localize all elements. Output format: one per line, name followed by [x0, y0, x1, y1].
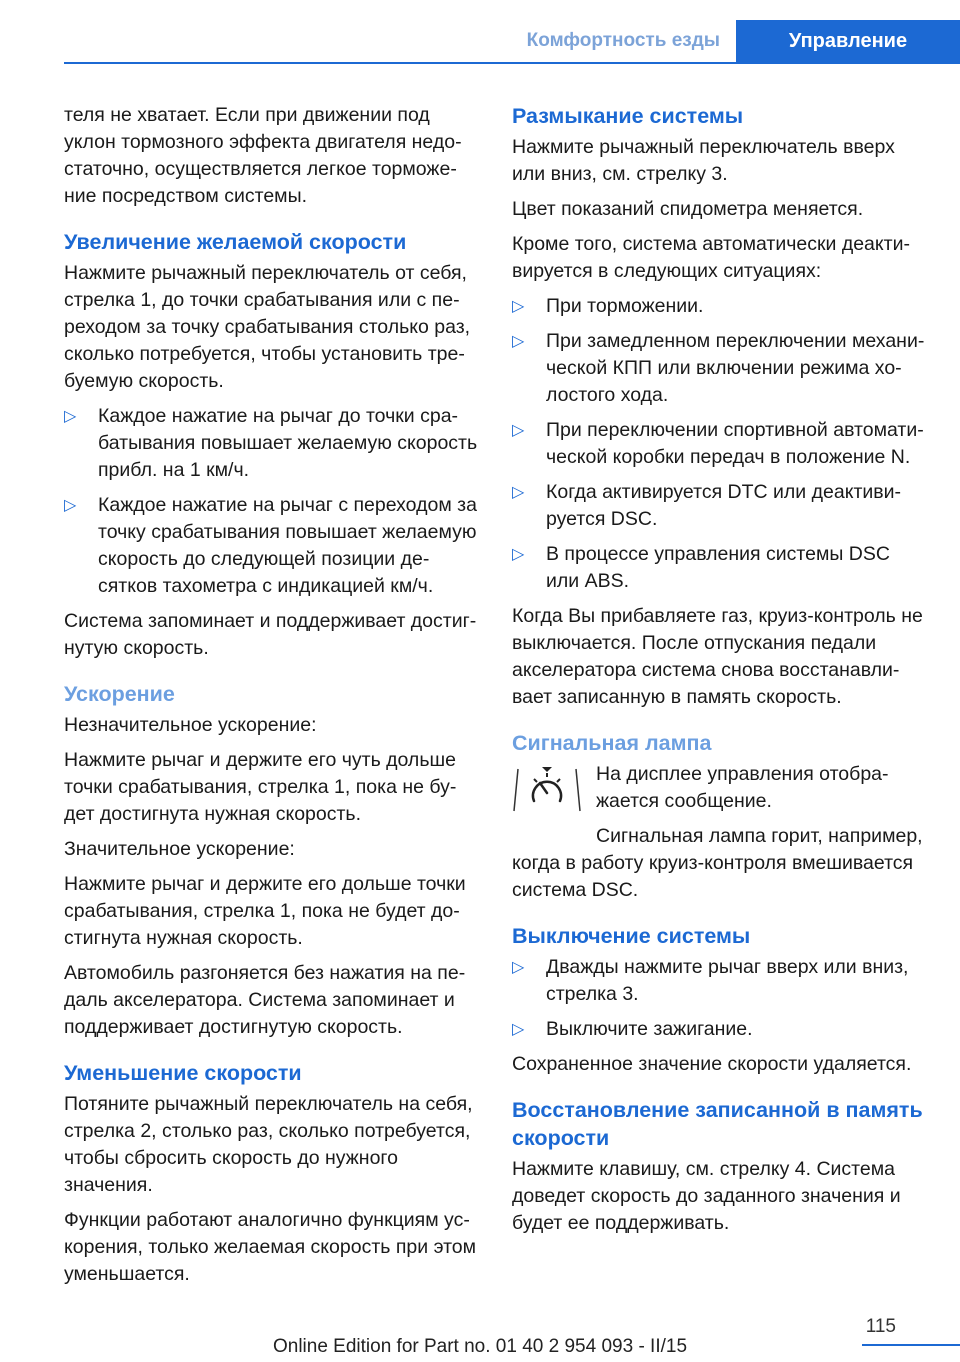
paragraph-interrupt-2: Цвет показаний спидометра меняется.: [512, 198, 864, 220]
list-item: [512, 479, 926, 533]
list-increase: [64, 403, 478, 600]
header-section-title: Комфортность езды: [526, 30, 720, 51]
heading-increase-speed: Увеличение желаемой скорости: [64, 230, 407, 254]
list-switch-off: [512, 954, 926, 1043]
bullet-triangle-icon: ▷: [512, 546, 525, 563]
list-item-text: При замедленном переключении механической КПП или включении режима холостого хода.: [546, 330, 925, 406]
list-item-text: В процессе управления системы DSC или ABS.: [546, 543, 890, 592]
list-item: [64, 403, 478, 484]
list-item-text: При торможении.: [546, 295, 704, 317]
paragraph-interrupt-4: Когда Вы прибавляете газ, круиз-контроль не выключается. После отпускания педали акселератора система снова восстанавливает записанную в память скорость.: [512, 605, 923, 708]
warning-lamp-block: [512, 761, 926, 904]
list-item-text: Каждое нажатие на рычаг с переходом за точку срабатывания повышает желаемую скорость до следующей позиции десятков тахометра с индикацией км/ч.: [98, 494, 477, 597]
heading-interrupt-system: Размыкание системы: [512, 104, 744, 128]
paragraph-lamp-2-text: Сигнальная лампа горит, например, когда в работу круиз-контроля вмешивается система DSC.: [512, 825, 923, 901]
header-chapter-tab: Управление: [736, 20, 960, 62]
heading-switch-off: Выключение системы: [512, 924, 751, 948]
paragraph-memory: Система запоминает и поддерживает достигнутую скорость.: [64, 610, 477, 659]
paragraph-accel-5: Автомобиль разгоняется без нажатия на педаль акселератора. Система запоминает и поддерживает достигнутую скорость.: [64, 962, 466, 1038]
list-item: [512, 417, 926, 471]
paragraph-continued: теля не хватает. Если при движении под уклон тормозного эффекта двигателя недостаточно, осуществляется легкое торможение посредством системы.: [64, 104, 462, 207]
bullet-triangle-icon: ▷: [64, 408, 77, 425]
paragraph-accel-4: Нажмите рычаг и держите его дольше точки срабатывания, стрелка 1, пока не будет достигнута нужная скорость.: [64, 873, 466, 949]
heading-acceleration: Ускорение: [64, 682, 175, 706]
paragraph-switch-off: Сохраненное значение скорости удаляется.: [512, 1053, 912, 1075]
list-item-text: Каждое нажатие на рычаг до точки срабатывания повышает желаемую скорость прибл. на 1 км/ч.: [98, 405, 478, 481]
edition-footer: Online Edition for Part no. 01 40 2 954 093 - II/15: [272, 1336, 688, 1357]
paragraph-resume: Нажмите клавишу, см. стрелку 4. Система доведет скорость до заданного значения и будет ее поддерживать.: [512, 1158, 901, 1234]
list-item-text: Выключите зажигание.: [546, 1018, 753, 1040]
bullet-triangle-icon: ▷: [512, 1021, 525, 1038]
left-column: [64, 102, 478, 1296]
list-item: [64, 492, 478, 600]
cruise-control-warning-icon: [512, 761, 582, 817]
heading-warning-lamp: Сигнальная лампа: [512, 731, 712, 755]
list-item: [512, 541, 926, 595]
paragraph-lamp-1: На дисплее управления отображается сообщение.: [596, 763, 889, 812]
list-item: [512, 1016, 926, 1043]
page-number: 115: [865, 1316, 896, 1337]
list-item: [512, 954, 926, 1008]
bullet-triangle-icon: ▷: [512, 959, 525, 976]
list-item: [512, 293, 926, 320]
paragraph-decrease-1: Потяните рычажный переключатель на себя, стрелка 2, столько раз, сколько потребуется, чтобы сбросить скорость до нужного значения.: [64, 1093, 473, 1196]
list-interrupt: [512, 293, 926, 595]
bullet-triangle-icon: ▷: [512, 298, 525, 315]
paragraph-accel-2: Нажмите рычаг и держите его чуть дольше точки срабатывания, стрелка 1, пока не будет достигнута нужная скорость.: [64, 749, 457, 825]
bullet-triangle-icon: ▷: [512, 484, 525, 501]
list-item-text: Дважды нажмите рычаг вверх или вниз, стрелка 3.: [546, 956, 909, 1005]
paragraph-interrupt-1: Нажмите рычажный переключатель вверх или вниз, см. стрелку 3.: [512, 136, 895, 185]
bullet-triangle-icon: ▷: [64, 497, 77, 514]
heading-decrease-speed: Уменьшение скорости: [64, 1061, 302, 1085]
paragraph-lamp-2: [512, 823, 926, 904]
list-item: [512, 328, 926, 409]
paragraph-accel-3: Значительное ускорение:: [64, 838, 295, 860]
list-item-text: Когда активируется DTC или деактивируется DSC.: [546, 481, 902, 530]
heading-resume-speed: Восстановление записанной в память скорости: [512, 1098, 923, 1150]
header-rule: [64, 62, 960, 64]
paragraph-increase: Нажмите рычажный переключатель от себя, стрелка 1, до точки срабатывания или с переходом за точку срабатывания столько раз, сколько потребуется, чтобы установить требуемую скорость.: [64, 262, 471, 392]
right-column: [512, 102, 926, 1245]
list-item-text: При переключении спортивной автоматической коробки передач в положение N.: [546, 419, 924, 468]
paragraph-interrupt-3: Кроме того, система автоматически деактивируется в следующих ситуациях:: [512, 233, 910, 282]
bullet-triangle-icon: ▷: [512, 333, 525, 350]
paragraph-accel-1: Незначительное ускорение:: [64, 714, 317, 736]
paragraph-decrease-2: Функции работают аналогично функциям ускорения, только желаемая скорость при этом уменьшается.: [64, 1209, 477, 1285]
bullet-triangle-icon: ▷: [512, 422, 525, 439]
